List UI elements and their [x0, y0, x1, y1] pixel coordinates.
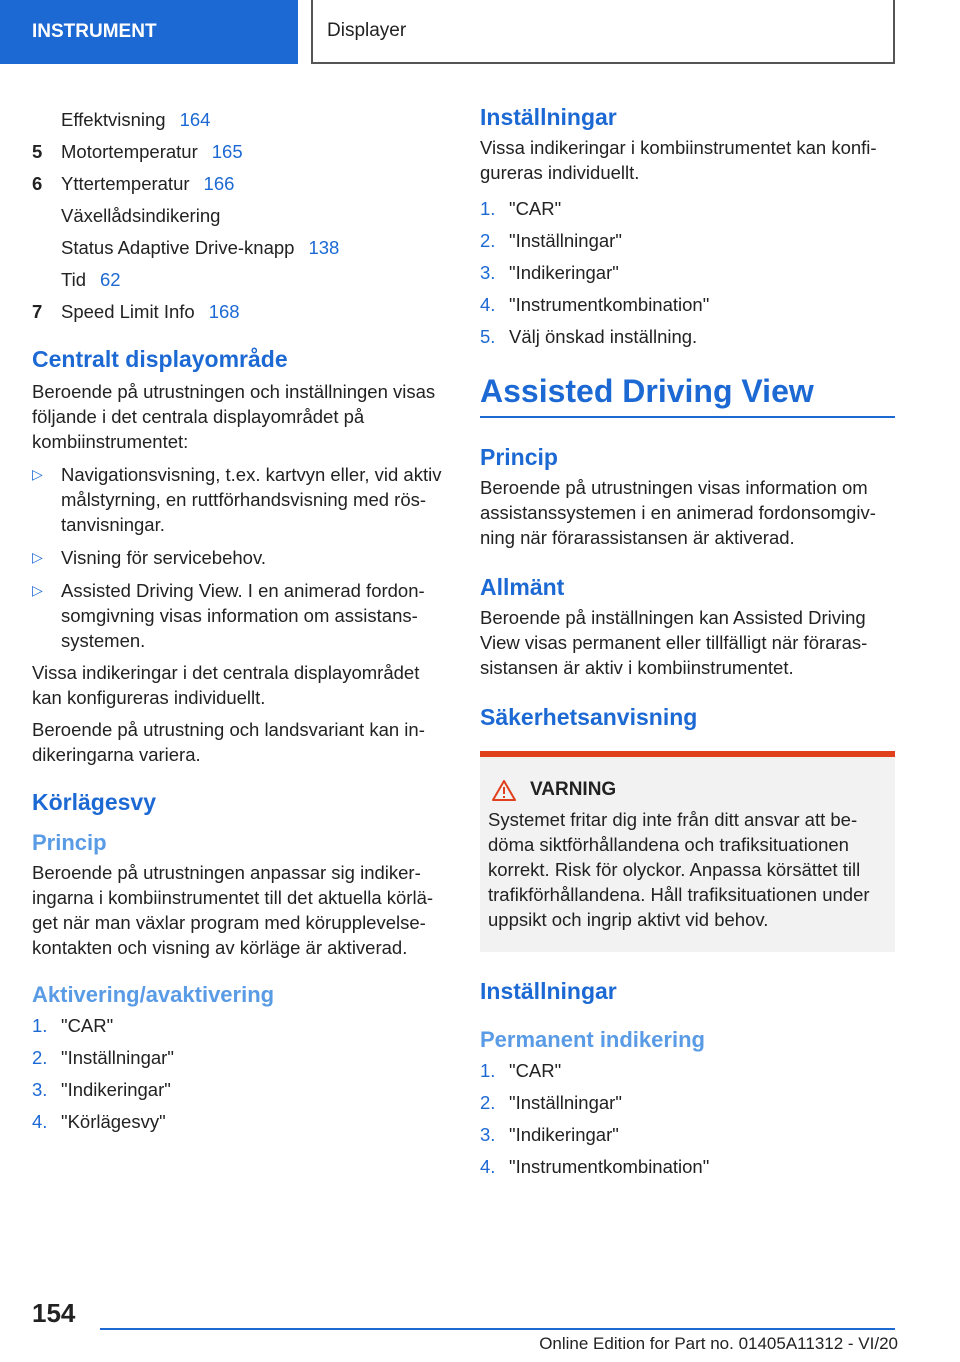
central-paragraph-2: Beroende på utrustning och landsvariant kan indikeringarna variera. [32, 719, 425, 765]
safety-heading: Säkerhetsanvisning [480, 704, 698, 730]
page-ref-link[interactable]: 62 [100, 269, 121, 290]
index-line: Status Adaptive Drive-knapp 138 [32, 232, 450, 264]
principle-text: Beroende på utrustningen visas information om assistanssystemen i en animerad fordonsomgivning när förarassistansen är aktiverad. [480, 477, 876, 548]
list-item: ▷ Assisted Driving View. I en animerad fordonsomgivning visas information om assistanssystemen. [32, 580, 425, 651]
index-line: 7 Speed Limit Info 168 [32, 296, 450, 328]
list-item: 5. Välj önskad inställning. [480, 326, 698, 347]
page-ref-link[interactable]: 168 [208, 301, 240, 322]
index-line: 6 Yttertemperatur 166 [32, 168, 450, 200]
warning-text: Systemet fritar dig inte från ditt ansvar att bedöma siktförhållandena och trafiksituationen korrekt. Risk för olyckor. Anpassa körsättet till trafikförhållandena. Håll trafiksituationen under uppsikt och ingrip aktivt vid behov. [488, 809, 870, 930]
edition-text: Online Edition for Part no. 01405A11312 - VI/20 [539, 1334, 898, 1353]
settings-text: Vissa indikeringar i kombiinstrumentet kan konfigureras individuellt. [480, 137, 877, 183]
chapter-heading: Assisted Driving View [480, 373, 814, 409]
list-item: 4. "Instrumentkombination" [480, 1156, 710, 1177]
triangle-bullet-icon: ▷ [32, 549, 43, 565]
warning-box [480, 751, 895, 952]
mode-view-heading: Körlägesvy [32, 789, 157, 815]
list-item: 1. "CAR" [32, 1015, 114, 1036]
permanent-steps [480, 1055, 895, 1183]
activation-steps [32, 1010, 450, 1138]
central-bullets [32, 462, 450, 653]
list-item: 3. "Indikeringar" [480, 262, 619, 283]
permanent-heading: Permanent indikering [480, 1027, 705, 1052]
subsection-tab [311, 0, 895, 64]
mode-principle-heading: Princip [32, 830, 107, 855]
list-item: 2. "Inställningar" [480, 1092, 622, 1113]
list-item: 4. "Instrumentkombination" [480, 294, 710, 315]
central-intro: Beroende på utrustningen och inställningen visas följande i det centrala displayområdet på kombiinstrumentet: [32, 381, 436, 452]
page-number: 154 [32, 1298, 76, 1328]
list-item: 2. "Inställningar" [32, 1047, 174, 1068]
index-line: Tid 62 [32, 264, 450, 296]
general-heading: Allmänt [480, 574, 565, 600]
index-line: Växellådsindikering [61, 205, 221, 226]
central-paragraph-1: Vissa indikeringar i det centrala displayområdet kan konfigureras individuellt. [32, 662, 420, 708]
triangle-bullet-icon: ▷ [32, 582, 43, 598]
warning-title-row [488, 779, 887, 801]
list-item: 3. "Indikeringar" [480, 1124, 619, 1145]
footer-divider [100, 1328, 895, 1330]
central-display-heading: Centralt displayområde [32, 346, 288, 372]
left-column [32, 104, 450, 1138]
list-item: 1. "CAR" [480, 198, 562, 219]
list-item: 2. "Inställningar" [480, 230, 622, 251]
index-line: 5 Motortemperatur 165 [32, 136, 450, 168]
settings-heading: Inställningar [480, 104, 617, 130]
mode-principle-text: Beroende på utrustningen anpassar sig indikeringarna i kombiinstrumentet till det aktuella körläget när man växlar program med körupplevelsekontakten och visning av körläge är aktiverad. [32, 862, 434, 958]
page-ref-link[interactable]: 166 [203, 173, 235, 194]
subsection-title: Displayer [327, 20, 407, 41]
principle-heading: Princip [480, 444, 558, 470]
list-item: ▷ Visning för servicebehov. [32, 547, 266, 568]
chapter-heading-block [480, 373, 895, 418]
page-ref-link[interactable]: 164 [179, 109, 211, 130]
list-item: 3. "Indikeringar" [32, 1079, 171, 1100]
activation-heading: Aktivering/avaktivering [32, 982, 275, 1007]
triangle-bullet-icon: ▷ [32, 466, 43, 482]
index-line: Effektvisning 164 [32, 104, 450, 136]
section-title: INSTRUMENT [32, 21, 157, 42]
section-tab [0, 0, 298, 64]
list-item: ▷ Navigationsvisning, t.ex. kartvyn eller, vid aktiv målstyrning, en ruttförhandsvisning med röstanvisningar. [32, 464, 442, 535]
page-ref-link[interactable]: 138 [308, 237, 340, 258]
right-column [480, 104, 895, 1183]
list-item: 1. "CAR" [480, 1060, 562, 1081]
page-ref-link[interactable]: 165 [211, 141, 243, 162]
warning-title: VARNING [530, 779, 617, 800]
list-item: 4. "Körlägesvy" [32, 1111, 166, 1132]
warning-triangle-icon [492, 780, 516, 801]
settings2-heading: Inställningar [480, 978, 617, 1004]
index-list [32, 104, 450, 328]
general-text: Beroende på inställningen kan Assisted Driving View visas permanent eller tillfälligt när förarassistansen är aktiv i kombiinstrumentet. [480, 607, 868, 678]
settings-steps [480, 193, 895, 353]
